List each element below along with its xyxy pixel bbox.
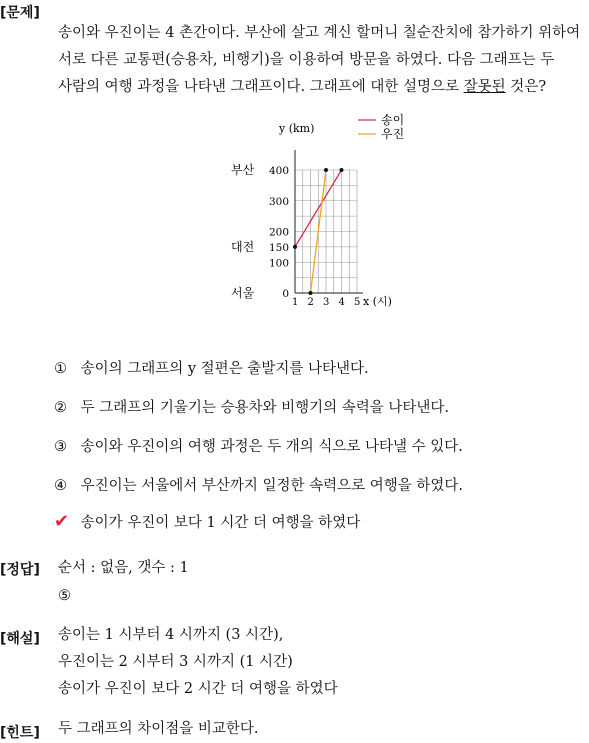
- choice-2-number: ②: [54, 400, 67, 416]
- y-tick-label: 150: [268, 241, 289, 254]
- problem-line-2: 서로 다른 교통편(승용차, 비행기)을 이용하여 방문을 하였다. 다음 그래프는 두: [58, 52, 555, 68]
- data-point: [309, 291, 313, 295]
- hint-line: 두 그래프의 차이점을 비교한다.: [58, 721, 259, 737]
- x-tick-label: 5: [354, 297, 361, 308]
- explanation-line-2: 우진이는 2 시부터 3 시까지 (1 시간): [58, 654, 293, 670]
- problem-text: [58, 20, 584, 101]
- x-tick-label: 1: [292, 297, 299, 308]
- choice-3-number: ③: [54, 439, 67, 455]
- y-tick-label: 400: [268, 165, 289, 177]
- choice-4-text: 우진이는 서울에서 부산까지 일정한 속력으로 여행을 하였다.: [80, 478, 464, 494]
- choice-1-text: 송이의 그래프의 y 절편은 출발지를 나타낸다.: [80, 361, 369, 377]
- travel-graph: [225, 110, 425, 310]
- data-point: [293, 245, 297, 249]
- choice-3[interactable]: [54, 435, 463, 456]
- city-label: 부산: [231, 163, 255, 177]
- answer-line-1: 순서 : 없음, 갯수 : 1: [58, 560, 189, 576]
- problem-line-1: 송이와 우진이는 4 촌간이다. 부산에 살고 계신 할머니 칠순잔치에 참가하기 위하여: [58, 25, 581, 41]
- chart-axes: [295, 150, 363, 293]
- y-axis-label: y (km): [279, 122, 315, 135]
- x-axis-label: x (시): [363, 295, 392, 308]
- explanation-line-3: 송이가 우진이 보다 2 시간 더 여행을 하였다: [58, 681, 338, 697]
- city-label: 서울: [231, 286, 255, 300]
- y-tick-label: 0: [282, 288, 289, 300]
- choice-5[interactable]: [54, 511, 360, 532]
- x-tick-label: 3: [323, 297, 330, 308]
- answer-line-2: ⑤: [58, 588, 71, 604]
- problem-line-3-tail: 것은?: [505, 79, 547, 95]
- choice-1[interactable]: [54, 357, 369, 378]
- x-tick-label: 2: [307, 297, 314, 308]
- problem-tag: [문제]: [0, 5, 40, 21]
- x-tick-label: 4: [338, 297, 345, 308]
- answer-tag: [정답]: [0, 562, 40, 578]
- underlined-word: 잘못된: [463, 79, 506, 95]
- city-label: 대전: [231, 239, 255, 254]
- choice-5-text: 송이가 우진이 보다 1 시간 더 여행을 하였다: [80, 515, 361, 531]
- choice-1-number: ①: [54, 361, 67, 377]
- problem-line-3: [58, 74, 584, 101]
- checkmark-icon: ✔: [54, 511, 70, 532]
- y-tick-label: 100: [268, 257, 289, 270]
- y-tick-label: 300: [268, 195, 289, 208]
- hint-tag: [힌트]: [0, 725, 40, 741]
- problem-line-3-text: 사람의 여행 과정을 나타낸 그래프이다. 그래프에 대한 설명으로: [58, 79, 464, 95]
- legend-label-1: 송이: [381, 113, 405, 127]
- y-tick-label: 200: [268, 226, 289, 239]
- explanation-line-1: 송이는 1 시부터 4 시까지 (3 시간),: [58, 627, 284, 643]
- choice-2-text: 두 그래프의 기울기는 승용차와 비행기의 속력을 나타낸다.: [80, 400, 450, 416]
- data-point: [324, 168, 328, 172]
- choice-2[interactable]: [54, 396, 449, 417]
- hint-text: [58, 716, 584, 743]
- legend-label-2: 우진: [381, 127, 405, 141]
- choice-4-number: ④: [54, 478, 67, 494]
- chart-legend: [358, 112, 404, 141]
- explanation-tag: [해설]: [0, 631, 40, 647]
- chart-ticks: [231, 122, 392, 308]
- choice-4[interactable]: [54, 474, 463, 495]
- choice-3-text: 송이와 우진이의 여행 과정은 두 개의 식으로 나타낼 수 있다.: [80, 439, 463, 455]
- data-point: [340, 168, 344, 172]
- answer-text: [58, 554, 584, 610]
- explanation-text: [58, 622, 584, 703]
